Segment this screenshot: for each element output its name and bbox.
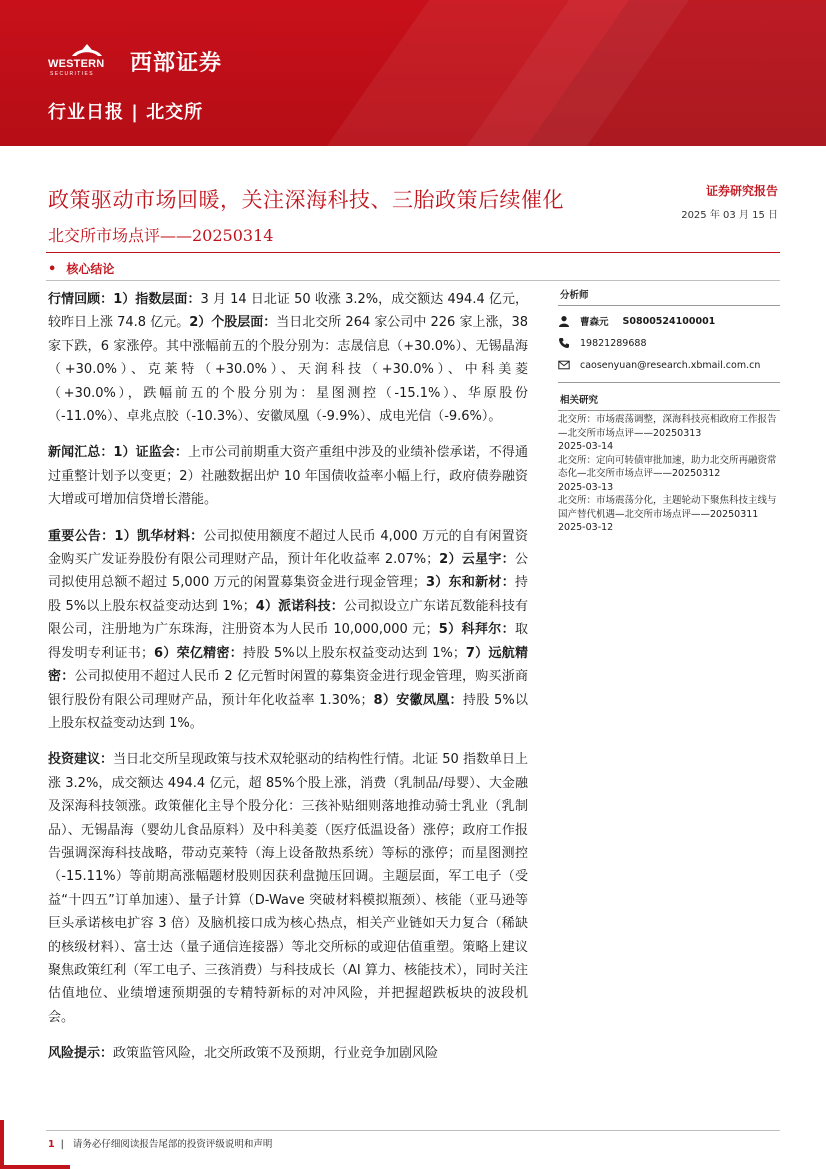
paragraph-sublabel: 6）荣亿精密： xyxy=(154,645,244,661)
analyst-name: 曹森元 xyxy=(580,317,609,328)
related-research-item[interactable]: 北交所：市场震荡调整，深海科技亮相政府工作报告 —北交所市场点评——20250313 xyxy=(558,414,777,439)
paragraph-sublabel: 4）派诺科技： xyxy=(255,598,344,614)
doc-date: 2025 年 03 月 15 日 xyxy=(681,210,778,221)
analyst-heading: 分析师 xyxy=(558,284,780,306)
paragraph-sublabel: 3）东和新材： xyxy=(425,575,515,591)
report-body xyxy=(48,288,528,1079)
section-heading xyxy=(48,260,114,277)
report-title: 政策驱动市场回暖，关注深海科技、三胎政策后续催化 xyxy=(48,188,564,212)
sidebar xyxy=(558,284,780,535)
paragraph-label: 投资建议： xyxy=(48,752,114,768)
footer-separator: | xyxy=(60,1139,64,1150)
report-category: 行业日报 | 北交所 xyxy=(48,102,204,123)
report-subtitle: 北交所市场点评——20250314 xyxy=(48,226,274,245)
paragraph-text: 公司拟使用额度不超过人民币 4,000 万元的自有闲置资金购买广发证券股份有限公司理财产品，预计年化收益率 2.07%； xyxy=(48,528,528,568)
divider xyxy=(558,372,780,383)
paragraph-text: 当日北交所 264 家公司中 226 家上涨，38 家下跌，6 家涨停。其中涨幅前五的个股分别为：志晟信息（+30.0%）、无锡晶海（+30.0%）、克莱特（+30.0%）、天润科技（+30.0%）、中科美菱（+30.0%），跌幅前五的个股分别为：星图测控（-15.1%）、华原股份（-11.0%）、卓兆点胶（-10.3%）、安徽凤凰（-9.9%）、成电光信（-9.6%）。 xyxy=(48,315,529,425)
paragraph-text: 公司拟使用总额不超过 5,000 万元的闲置募集资金进行现金管理； xyxy=(48,552,528,591)
email-row xyxy=(558,358,780,372)
footer-disclaimer: 请务必仔细阅读报告尾部的投资评级说明和声明 xyxy=(72,1139,273,1150)
paragraph-sublabel: 2）云星宇： xyxy=(439,552,515,568)
paragraph-text: 持股 5%以上股东权益变动达到 1%； xyxy=(48,575,529,614)
logo-english-sub: SECURITIES xyxy=(50,71,95,77)
corner-decoration xyxy=(0,1165,70,1169)
section-heading-text: 核心结论 xyxy=(66,262,115,276)
paragraph-label: 重要公告： xyxy=(48,528,115,544)
paragraph-text: 持股 5%以上股东权益变动达到 1%。 xyxy=(48,692,529,731)
footer-divider xyxy=(46,1130,780,1131)
logo-english: WESTERN xyxy=(48,58,105,70)
investment-advice-paragraph xyxy=(48,748,528,1029)
paragraph-text: 持股 5%以上股东权益变动达到 1%； xyxy=(243,645,466,661)
related-research-heading: 相关研究 xyxy=(558,389,780,411)
risk-warning-paragraph xyxy=(48,1042,528,1065)
mail-icon xyxy=(558,359,570,371)
paragraph-text: 公司拟设立广东诺瓦数能科技有限公司，注册地为广东珠海，注册资本为人民币 10,000,000 元； xyxy=(48,598,528,638)
paragraph-sublabel: 1）证监会： xyxy=(113,445,188,461)
paragraph-text: 3 月 14 日北证 50 收涨 3.2%，成交额达 494.4 亿元，较昨日上涨 74.8 亿元。 xyxy=(48,292,528,331)
page-number: 1 xyxy=(48,1139,55,1150)
paragraph-text: 当日北交所呈现政策与技术双轮驱动的结构性行情。北证 50 指数单日上涨 3.2%，成交额达 494.4 亿元，超 85%个股上涨，消费（乳制品/母婴）、大金融及深海科技领涨。政策催化主导个股分化：三孩补贴细则落地推动骑士乳业（乳制品）、无锡晶海（婴幼儿食品原料）及中科美菱（医疗低温设备）涨停；政府工作报告强调深海科技战略，带动克莱特（海上设备散热系统）等标的涨停；而星图测控（-15.11%）等前期高涨幅题材股则因获利盘抛压回调。主题层面，军工电子（受益“十四五”订单加速）、量子计算（D-Wave 突破材料模拟瓶颈）、核能（亚马逊等巨头承诺核电扩容 3 倍）及脑机接口成为核心热点，相关产业链如天力复合（稀缺的核级材料）、富士达（量子通信连接器）等北交所标的或迎估值重塑。策略上建议聚焦政策红利（军工电子、三孩消费）与科技成长（AI 算力、核能技术），同时关注估值地位、业绩增速预期强的专精特新标的对冲风险，并把握超跌板块的波段机会。 xyxy=(48,752,528,1025)
related-research-item[interactable]: 北交所：定向可转债审批加速，助力北交所再融资常态化—北交所市场点评——20250312 xyxy=(558,454,777,479)
paragraph-label: 风险提示： xyxy=(48,1046,114,1062)
logo-chinese: 西部证券 xyxy=(130,50,223,76)
analyst-cert-id: S0800524100001 xyxy=(622,315,716,327)
paragraph-sublabel: 8）安徽凤凰： xyxy=(373,692,463,708)
paragraph-sublabel: 7）远航精密： xyxy=(48,645,529,685)
company-logo xyxy=(48,44,222,78)
bullet-icon: • xyxy=(48,262,57,277)
paragraph-sublabel: 1）指数层面： xyxy=(113,292,201,307)
phone-row xyxy=(558,336,780,350)
paragraph-sublabel: 5）科拜尔： xyxy=(438,622,515,638)
announcements-paragraph xyxy=(48,525,528,736)
news-summary-paragraph xyxy=(48,441,528,511)
western-logo-icon xyxy=(48,44,126,78)
paragraph-sublabel: 2）个股层面： xyxy=(189,315,277,331)
paragraph-text: 上市公司前期重大资产重组中涉及的业绩补偿承诺，不得通过重整计划予以变更；2）社融数据出炉 10 年国债收益率小幅上行，政府债券融资大增或可增加信贷增长潜能。 xyxy=(48,445,528,508)
phone-icon xyxy=(558,337,570,349)
paragraph-sublabel: 1）凯华材料： xyxy=(114,528,204,544)
paragraph-text: 公司拟使用不超过人民币 2 亿元暂时闲置的募集资金进行现金管理，购买浙商银行股份有限公司理财产品，预计年化收益率 1.30%； xyxy=(48,669,528,708)
market-review-paragraph xyxy=(48,288,528,428)
analyst-phone: 19821289688 xyxy=(580,337,647,349)
doc-type: 证券研究报告 xyxy=(705,184,778,198)
paragraph-text: 政策监管风险，北交所政策不及预期，行业竞争加剧风险 xyxy=(113,1046,439,1062)
paragraph-label: 行情回顾： xyxy=(48,292,114,307)
divider xyxy=(46,252,780,253)
related-research-date: 2025-03-14 xyxy=(558,441,614,452)
related-research-item[interactable]: 北交所：市场震荡分化，主题轮动下聚焦科技主线与国产替代机遇—北交所市场点评——20250311 2025-03-12 xyxy=(558,495,777,533)
analyst-row xyxy=(558,314,780,328)
related-research-date: 2025-03-13 xyxy=(558,481,614,493)
analyst-email[interactable]: caosenyuan@research.xbmail.com.cn xyxy=(580,359,761,371)
page-footer xyxy=(48,1136,272,1150)
report-header xyxy=(0,0,826,146)
paragraph-label: 新闻汇总： xyxy=(48,445,114,461)
divider xyxy=(46,280,780,281)
person-icon xyxy=(558,315,570,327)
paragraph-text: 取得发明专利证书； xyxy=(48,622,528,661)
corner-decoration xyxy=(0,1120,4,1169)
related-research-list xyxy=(558,413,780,535)
